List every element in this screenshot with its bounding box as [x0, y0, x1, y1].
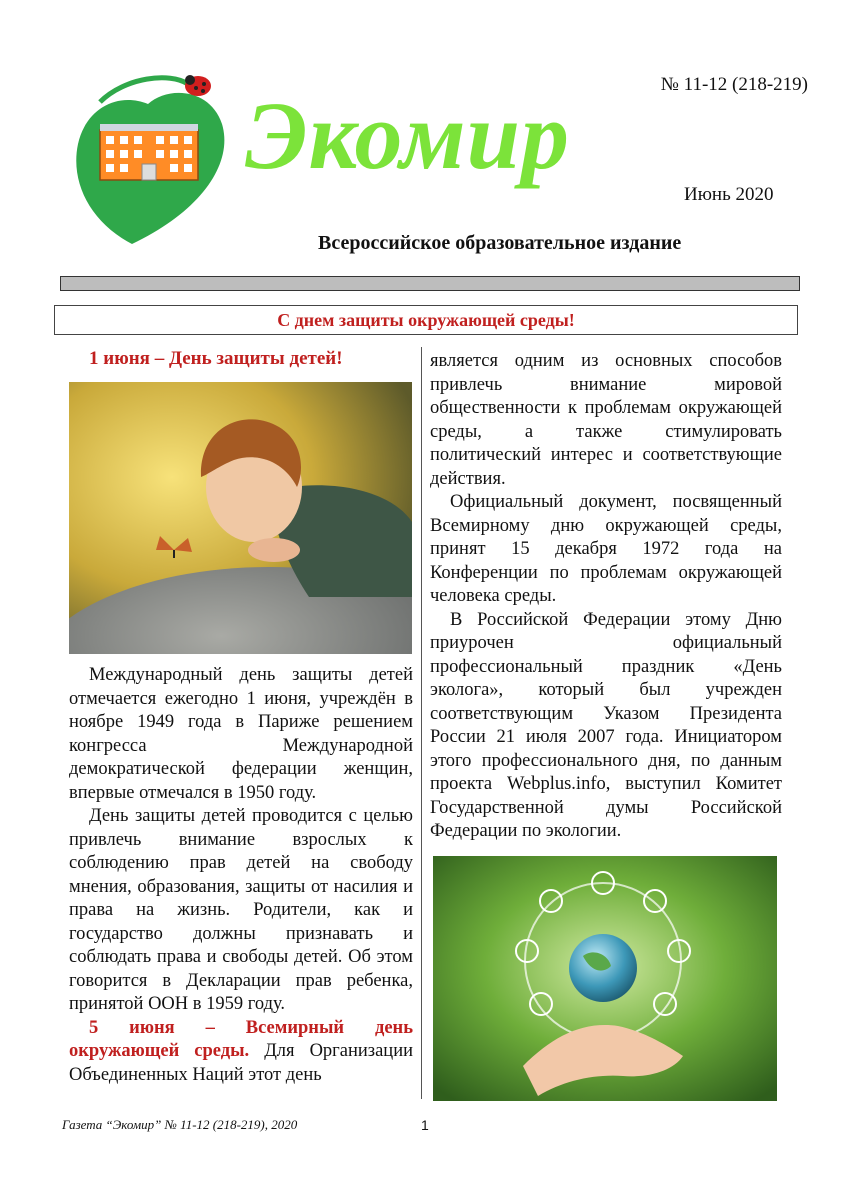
issue-number: № 11-12 (218-219) [660, 74, 808, 95]
child-butterfly-image [69, 382, 412, 654]
paragraph-environment-1: является одним из основных способов привлечь внимание мировой общественности к проблемам окружающей среды, а также стимулировать политический интерес и соответствующие действия. [430, 351, 782, 489]
logo-leaf-icon [70, 72, 230, 247]
paragraph-environment-2: Официальный документ, посвященный Всемирному дню окружающей среды, принят 15 декабря 1972 года на Конференции по проблемам окружающей человека среды. [430, 492, 782, 606]
footer-caption: Газета “Экомир” № 11-12 (218-219), 2020 [62, 1117, 298, 1132]
newspaper-title: Экомир [245, 82, 570, 189]
issue-date: Июнь 2020 [684, 184, 774, 205]
paragraph-environment-3: В Российской Федерации этому Дню приурочен официальный профессиональный праздник «День эколога», который был учрежден соответствующим Указом Президента России 21 июля 2007 года. Инициатором этого профессионального дня, по данным проекта Webplus.info, выступил Комитет Государственной думы Российской Федерации по экологии. [430, 609, 782, 841]
paragraph-environment-day [69, 1017, 413, 1088]
right-column [430, 350, 782, 1101]
subtitle: Всероссийское образовательное издание [318, 232, 682, 254]
environment-day-text: Для Организации Объединенных Наций этот день [69, 1041, 413, 1085]
header-divider-bar [60, 276, 800, 291]
eco-globe-hand-image [433, 856, 777, 1101]
environment-day-heading: 5 июня – Всемирный день окружающей среды. [69, 1017, 413, 1061]
paragraph-children-day-1: Международный день защиты детей отмечается ежегодно 1 июня, учреждён в ноябре 1949 года в Париже решением конгресса Международной демократической федерации женщин, впервые отмечался в 1950 году. [69, 665, 413, 803]
column-divider [421, 347, 422, 1099]
left-column [69, 348, 413, 1087]
left-heading: 1 июня – День защиты детей! [89, 348, 343, 369]
paragraph-children-day-2: День защиты детей проводится с целью привлечь внимание взрослых к соблюдению прав детей на свободу мнения, образования, защиты от насилия и права на жизнь. Родители, как и государство должны признавать и соблюдать права и свободы детей. Об этом говорится в Декларации прав ребенка, принятой ООН в 1959 году. [69, 806, 413, 1014]
banner-headline: С днем защиты окружающей среды! [54, 305, 798, 335]
page-number: 1 [421, 1117, 429, 1133]
